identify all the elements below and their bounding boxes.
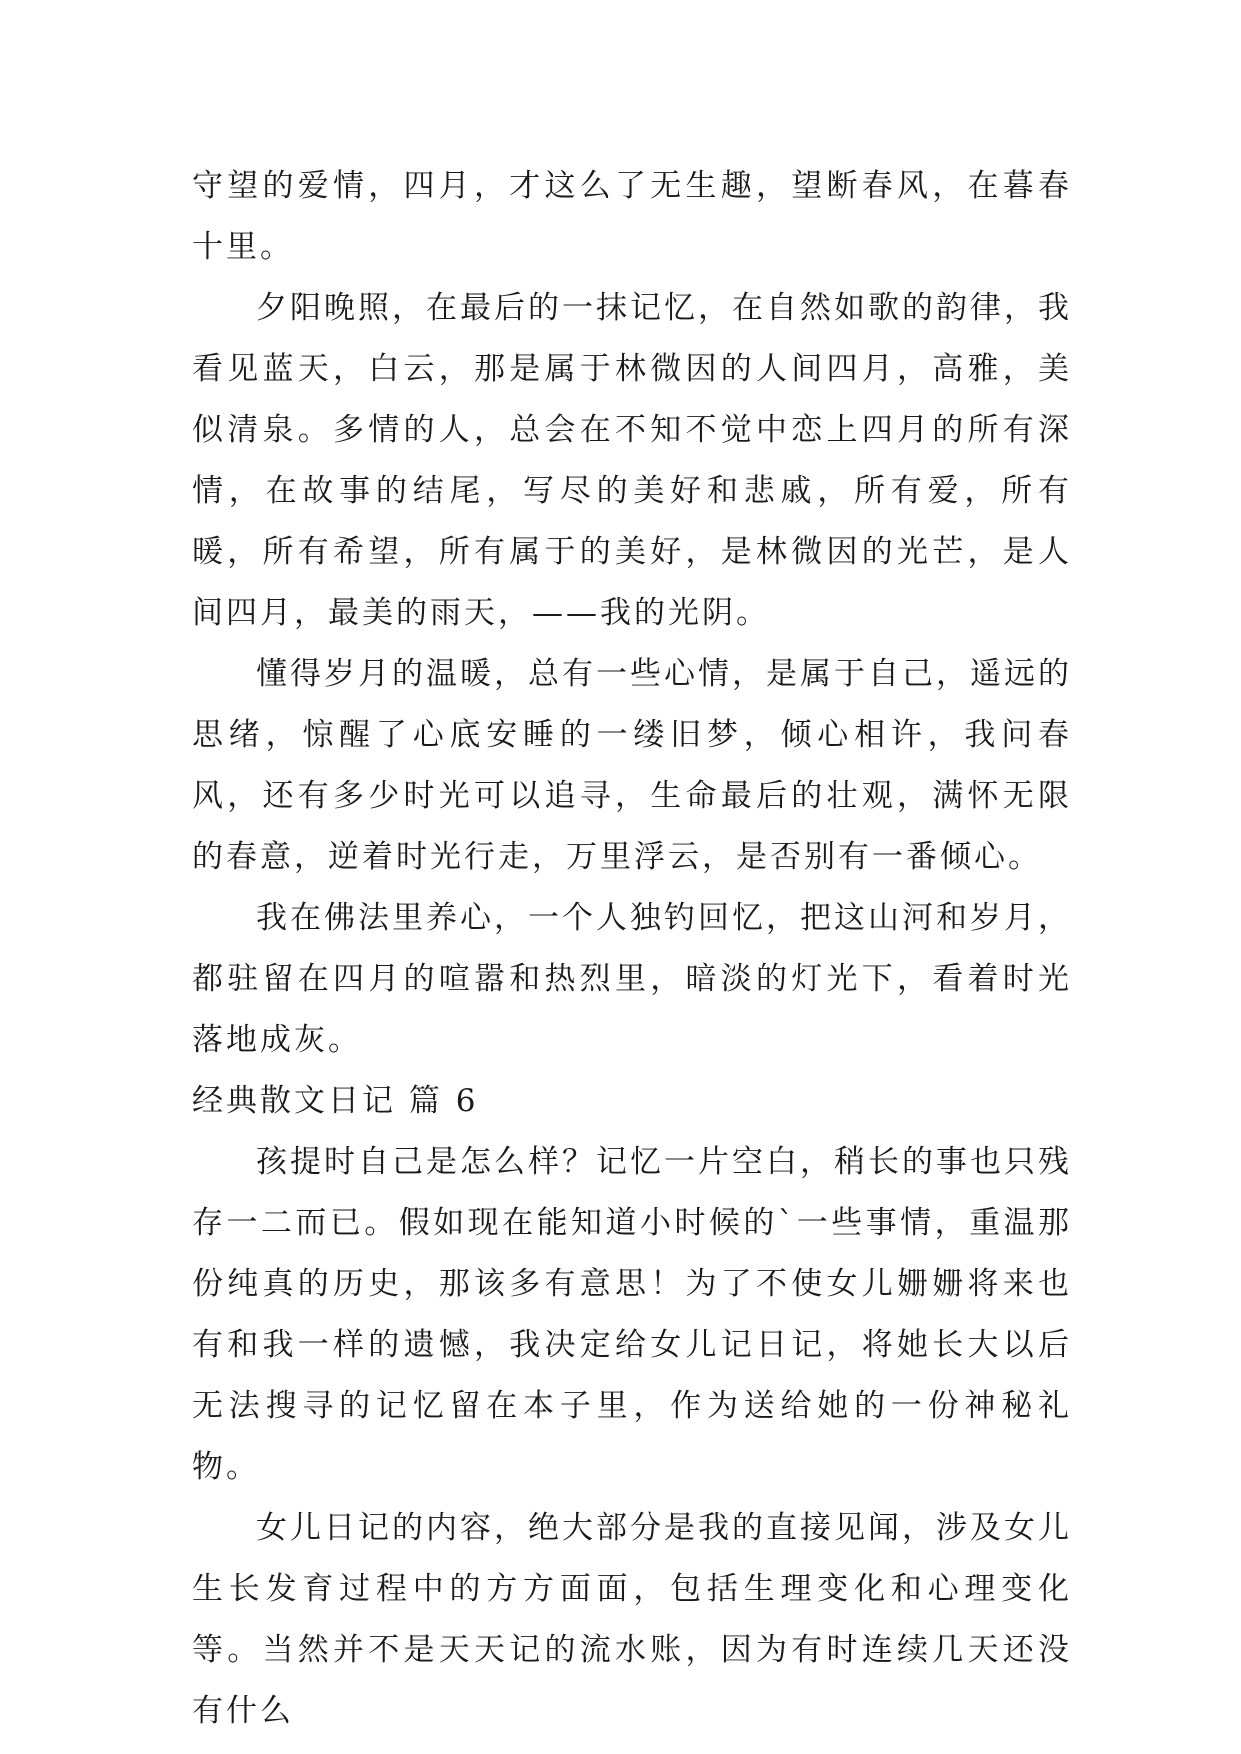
paragraph-5: 孩提时自己是怎么样？记忆一片空白，稍长的事也只残存一二而已。假如现在能知道小时候的`一些事情，重温那份纯真的历史，那该多有意思！为了不使女儿姗姗将来也有和我一样的遗憾，我决定给女儿记日记，将她长大以后无法搜寻的记忆留在本子里，作为送给她的一份神秘礼物。	[192, 1144, 1072, 1485]
section-heading: 经典散文日记 篇 6	[192, 1083, 479, 1119]
article-body	[192, 156, 1072, 1742]
paragraph-4: 我在佛法里养心，一个人独钓回忆，把这山河和岁月，都驻留在四月的喧嚣和热烈里，暗淡的灯光下，看着时光落地成灰。	[192, 900, 1072, 1058]
paragraph-6: 女儿日记的内容，绝大部分是我的直接见闻，涉及女儿生长发育过程中的方方面面，包括生理变化和心理变化等。当然并不是天天记的流水账，因为有时连续几天还没有什么	[192, 1510, 1072, 1729]
paragraph-3: 懂得岁月的温暖，总有一些心情，是属于自己，遥远的思绪，惊醒了心底安睡的一缕旧梦，倾心相许，我问春风，还有多少时光可以追寻，生命最后的壮观，满怀无限的春意，逆着时光行走，万里浮云，是否别有一番倾心。	[192, 656, 1072, 875]
paragraph-2: 夕阳晚照，在最后的一抹记忆，在自然如歌的韵律，我看见蓝天，白云，那是属于林微因的人间四月，高雅，美似清泉。多情的人，总会在不知不觉中恋上四月的所有深情，在故事的结尾，写尽的美好和悲戚，所有爱，所有暖，所有希望，所有属于的美好，是林微因的光芒，是人间四月，最美的雨天，——我的光阴。	[192, 290, 1072, 631]
paragraph-1: 守望的爱情，四月，才这么了无生趣，望断春风，在暮春十里。	[192, 168, 1072, 265]
